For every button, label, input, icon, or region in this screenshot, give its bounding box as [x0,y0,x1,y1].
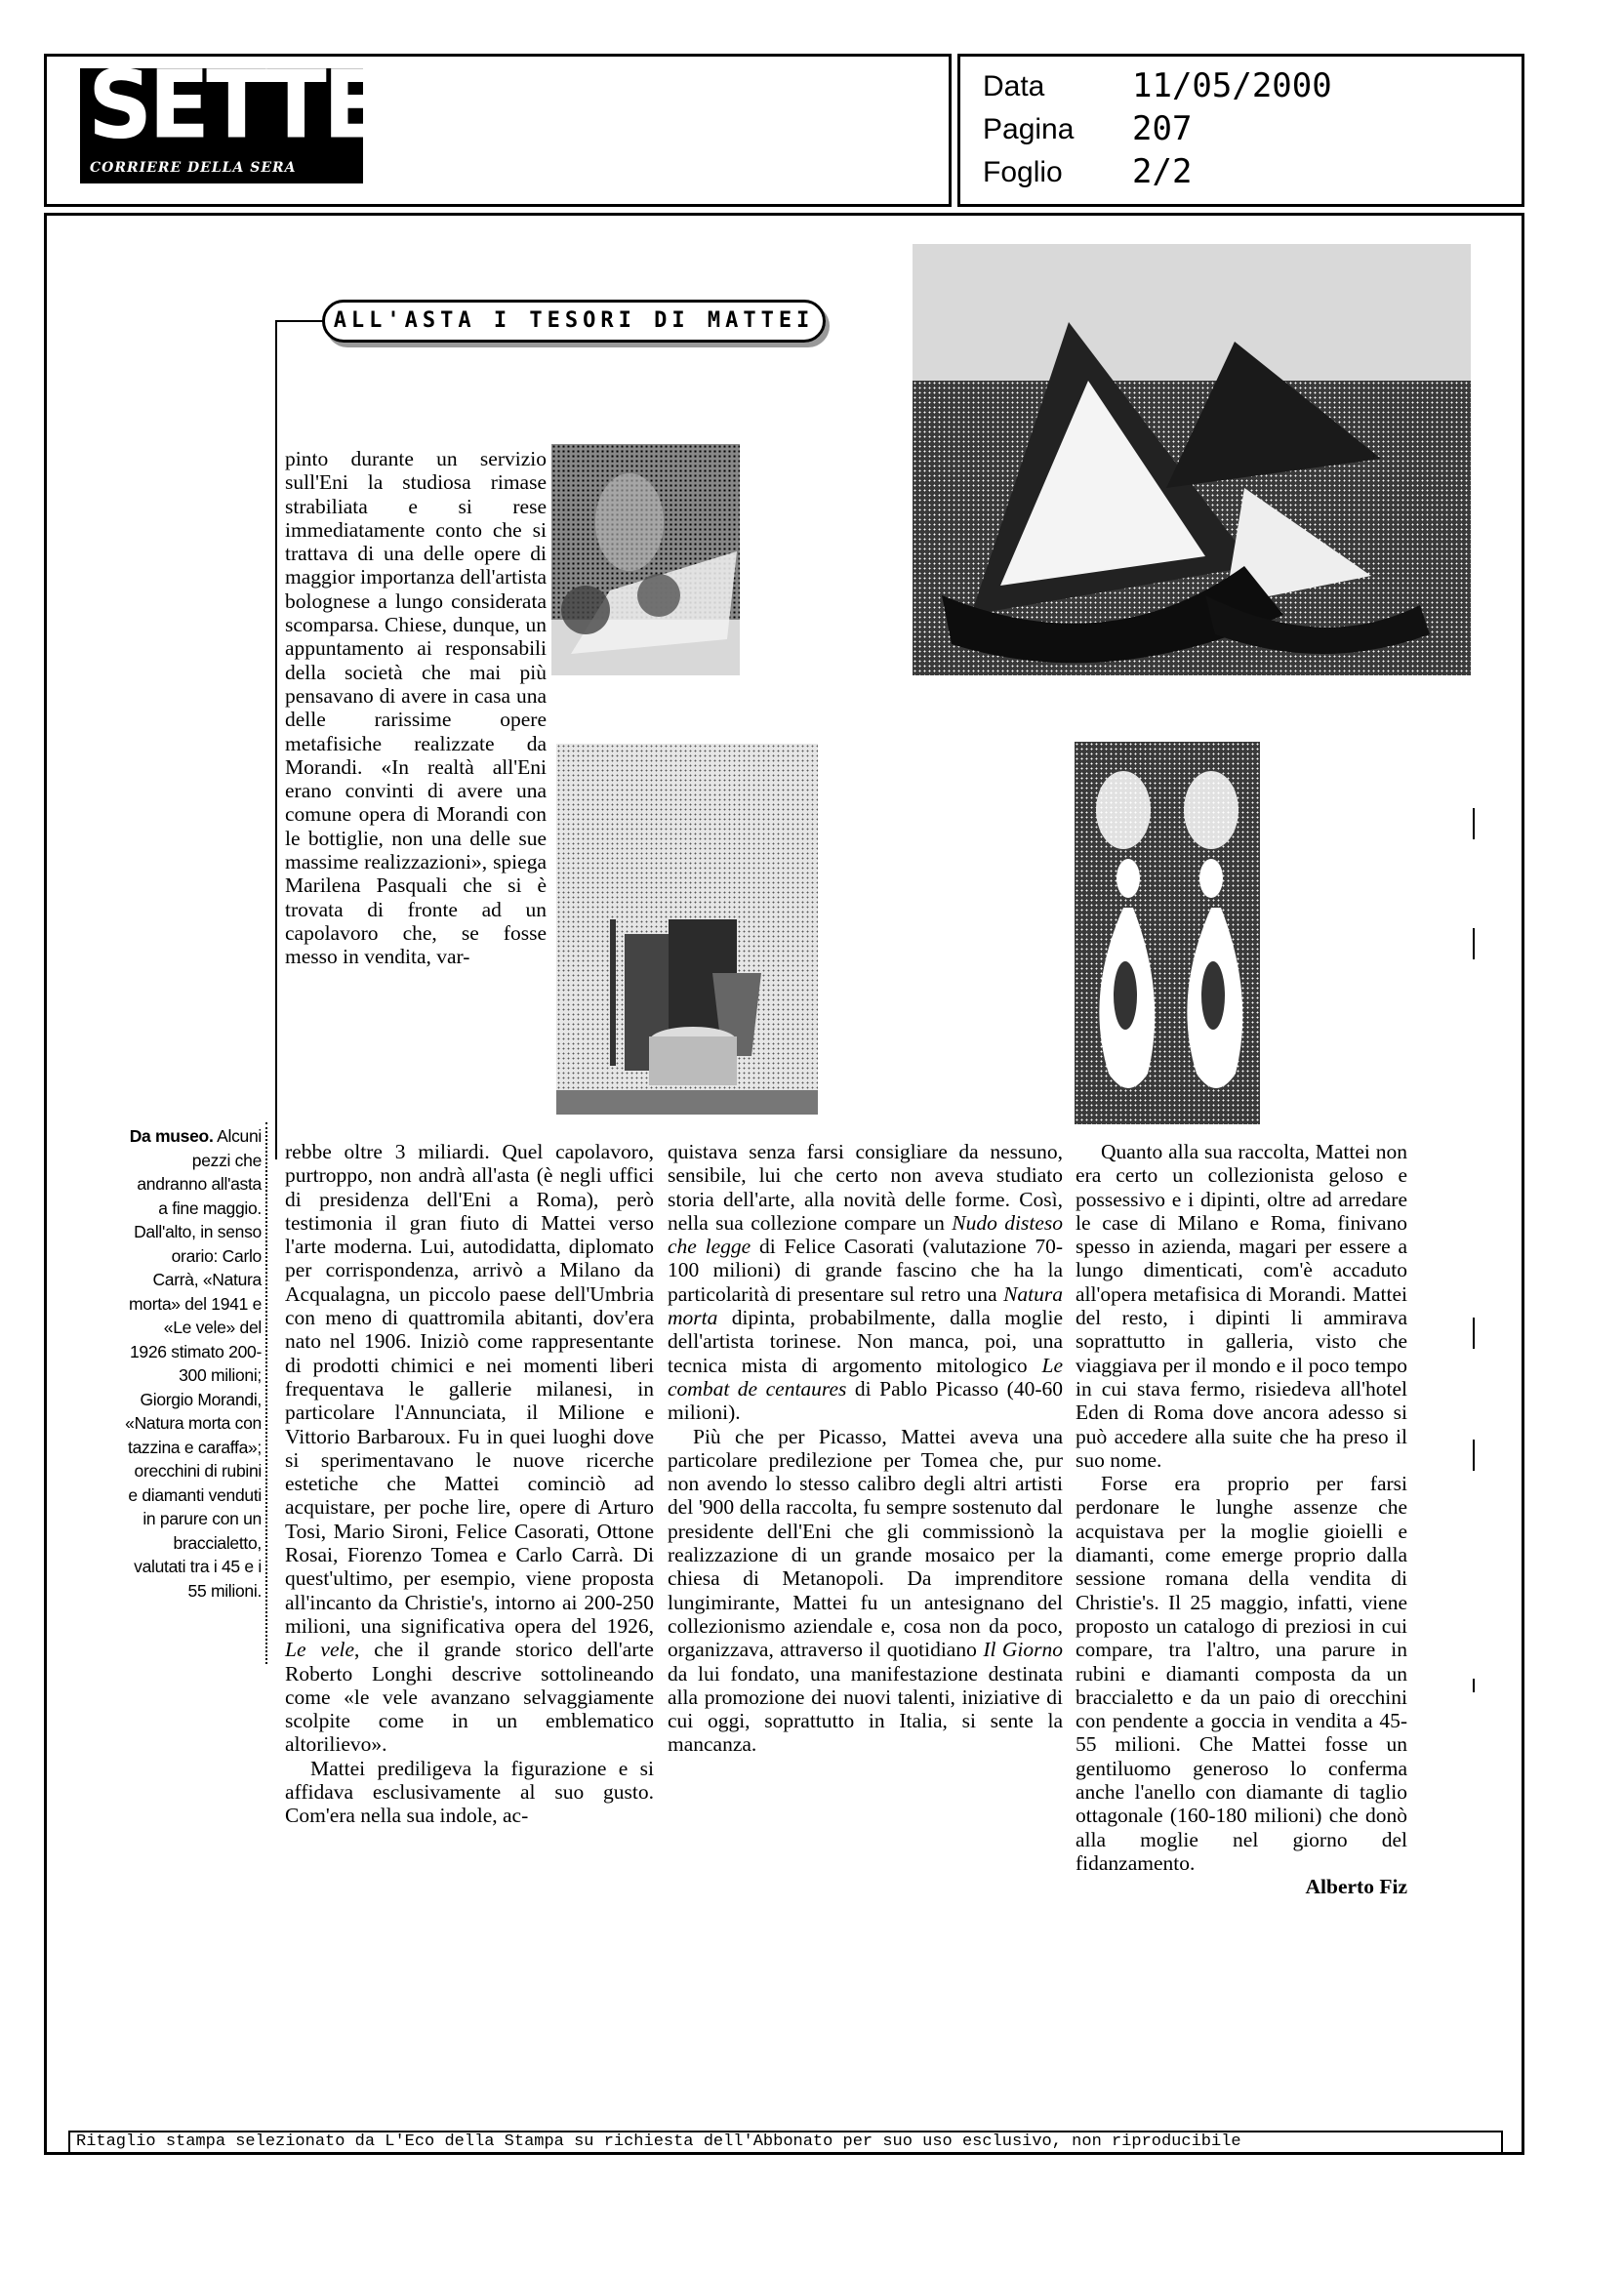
title-connector-line [275,320,324,322]
text-run: rebbe oltre 3 miliardi. Quel capolavoro, purtroppo, non andrà all'asta (è negli uffici di presidenza dell'Eni a Roma), però testimonia il gran fiuto di Mattei verso l'arte moderna. Lui, autodidatta, diplomato per corrispondenza, arrivò a Milano da Acqualagna, un piccolo paese dell'Umbria con meno di quattromila abitanti, dov'era nato nel 1906. Iniziò come rappresentante di prodotti chimici e nei momenti liberi frequentava le gallerie milanesi, in particolare l'Annunciata, il Milione e Vittorio Barbaroux. Fu in quei luoghi dove si sperimentavano le nuove ricerche estetiche che Mattei cominciò ad acquistare, per poche lire, opere di Arturo Tosi, Mario Sironi, Felice Casorati, Ottone Rosai, Fiorenzo Tomea e Carlo Carrà. Di quest'ultimo, per esempio, viene proposta all'incanto da Christie's, intorno ai 200-250 milioni, una significativa opera del 1926, [285,1140,654,1638]
text-run: , che il grande storico dell'arte Roberto Longhi descrive sottolineando come «le vele avanzano selvaggiamente scolpite come in un emblematico altorilievo». [285,1638,654,1757]
still-life-illustration [551,444,740,675]
caption-lead: Da museo. [129,1126,214,1146]
article-paragraph: Quanto alla sua raccolta, Mattei non era certo un collezionista geloso e possessivo e i dipinti, oltre ad arredare le case di Milano e Roma, finivano spesso in azienda, magari per essere a lungo dimenticati, com'è accaduto all'opera metafisica di Morandi. Mattei del resto, i dipinti li ammirava soprattutto in galleria, visto che viaggiava per il mondo e il poco tempo in cui stava fermo, risiedeva all'hotel Eden di Roma dove ancora adesso si può accedere alla suite che ha preso il suo nome. [1076,1140,1407,1472]
carra-le-vele-photo [913,244,1471,675]
date-label: Data [983,70,1045,102]
sheet-value: 2/2 [1132,152,1193,191]
margin-tick [1473,808,1475,839]
section-title: ALL'ASTA I TESORI DI MATTEI [322,300,826,343]
carra-natura-morta-photo [551,444,740,675]
author-signature: Alberto Fiz [1305,1875,1407,1899]
date-value: 11/05/2000 [1132,66,1332,105]
margin-tick [1473,1318,1475,1349]
title-connector-rule [275,320,277,1159]
artwork-title: Le combat de centaures [668,1353,1063,1401]
article-column-3 [1076,1140,1407,1899]
text-run: quistava senza farsi consigliare da nessuno, sensibile, lui che certo non aveva studiato storia dell'arte, alla novità delle forme. Così, nella sua collezione compare un [668,1140,1063,1235]
page-value: 207 [1132,109,1193,148]
text-run: di Felice Casorati (valutazione 70-100 milioni) di grande fascino che ha la particolarità di presentare sul retro una [668,1235,1063,1306]
text-run: dipinta, probabilmente, dalla moglie dell'artista torinese. Non manca, poi, una tecnica mista di argomento mitologico [668,1306,1064,1377]
sheet-label: Foglio [983,156,1063,188]
morandi-natura-morta-photo [556,744,818,1115]
artwork-title: Le vele [285,1638,354,1662]
article-paragraph [668,1425,1063,1757]
sailboats-illustration [913,244,1471,675]
margin-tick [1473,1440,1475,1471]
article-paragraph: pinto durante un servizio sull'Eni la studiosa rimase strabiliata e si rese immediatamente conto che si trattava di una delle opere di maggior importanza dell'artista bolognese a lungo considerata scomparsa. Chiese, dunque, un appuntamento ai responsabili della società che mai più pensavano di avere in casa una delle rarissime opere metafisiche realizzate da Morandi. «In realtà all'Eni erano convinti di avere una comune opera di Morandi con le bottiglie, non una delle sue massime realizzazioni», spiega Marilena Pasquali che si è trovata di fronte ad un capolavoro che, se fosse messo in vendita, var- [285,447,547,969]
article-paragraph: Mattei prediligeva la figurazione e si affidava esclusivamente al suo gusto. Com'era nella sua indole, ac- [285,1756,654,1828]
article-paragraph [668,1140,1063,1425]
publication-name: SETTE [88,50,381,160]
article-paragraph: Forse era proprio per farsi perdonare le lunghe assenze che acquistava per la moglie gioielli e diamanti, come emerge proprio dalla sessione romana della vendita di Christie's. Il 25 maggio, infatti, viene proposto un catalogo di preziosi in cui compare, tra l'altro, una parure in rubini e diamanti composta da un braccialetto e da un paio di orecchini con pendente a goccia in vendita a 45-55 milioni. Che Mattei fosse un gentiluomo generoso lo conferma anche l'anello con diamante di taglio ottagonale (160-180 milioni) che donò alla moglie nel giorno del fidanzamento. [1076,1472,1407,1875]
photo-caption [125,1124,262,1603]
footer-notice: Ritaglio stampa selezionato da L'Eco della Stampa su richiesta dell'Abbonato per suo uso esclusivo, non riproducibile [68,2131,1503,2154]
caption-rule [265,1122,269,1664]
earrings-illustration [1075,742,1260,1124]
artwork-title: Nudo disteso che legge [668,1210,1064,1259]
orecchini-photo [1075,742,1260,1124]
morandi-still-life-illustration [556,744,818,1115]
artwork-title: Natura morta [668,1281,1063,1330]
margin-tick [1473,1679,1475,1692]
caption-text: Alcuni pezzi che andranno all'asta a fine maggio. Dall'alto, in senso orario: Carlo Carrà, «Natura morta» del 1941 e «Le vele» del 1926 stimato 200-300 milioni; Giorgio Morandi, «Natura morta con tazzina e caraffa»; orecchini di rubini e diamanti venduti in parure con un braccialetto, valutati tra i 45 e i 55 milioni. [125,1126,262,1601]
text-run: di Pablo Picasso (40-60 milioni). [668,1376,1063,1425]
article-column-1-bottom [285,1140,654,1828]
page-label: Pagina [983,113,1075,145]
article-column-1-top [285,447,547,969]
article-column-2 [668,1140,1063,1757]
publication-subtitle: CORRIERE DELLA SERA [90,160,297,176]
publication-logo [80,50,381,183]
margin-tick [1473,928,1475,959]
article-paragraph [285,1140,654,1757]
newspaper-title: Il Giorno [983,1638,1064,1662]
text-run: da lui fondato, una manifestazione destinata alla promozione dei nuovi talenti, iniziative di cui oggi, soprattutto in Italia, si sente la mancanza. [668,1661,1063,1757]
text-run: Più che per Picasso, Mattei aveva una particolare predilezione per Tomea che, pur non avendo lo stesso calibro degli altri artisti del '900 della raccolta, fu sempre sostenuto dal presidente dell'Eni che gli commissionò la realizzazione di un grande mosaico per la chiesa di Metanopoli. Da imprenditore lungimirante, Mattei fu un antesignano del collezionismo aziendale e, cosa non da poco, organizzava, attraverso il quotidiano [668,1424,1063,1662]
